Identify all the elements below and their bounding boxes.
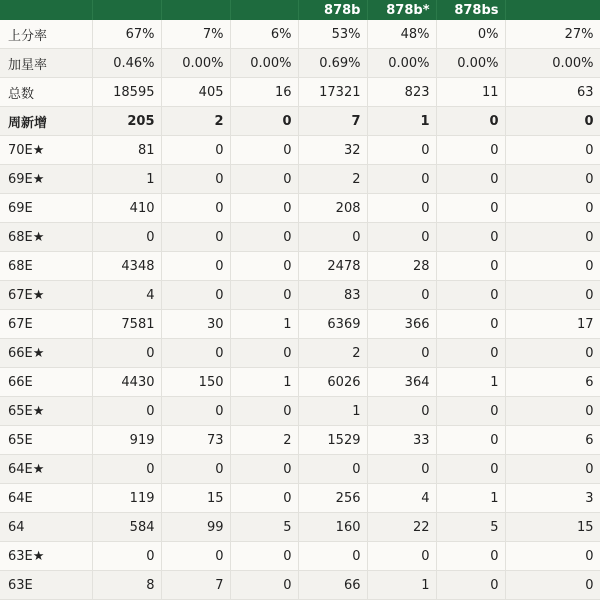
table-cell: 584	[92, 513, 161, 542]
column-header[interactable]: 878b	[298, 0, 367, 20]
table-cell: 1	[230, 310, 298, 339]
table-cell: 0	[92, 223, 161, 252]
table-cell: 6	[505, 368, 600, 397]
row-label: 64	[0, 513, 92, 542]
table-cell: 0	[505, 542, 600, 571]
table-cell: 0	[298, 455, 367, 484]
table-cell: 2	[230, 426, 298, 455]
table-cell: 17	[505, 310, 600, 339]
table-cell: 0	[505, 571, 600, 600]
table-cell: 0	[298, 223, 367, 252]
table-cell: 1	[367, 571, 436, 600]
table-cell: 0	[161, 339, 230, 368]
table-cell: 0	[367, 397, 436, 426]
table-cell: 66	[298, 571, 367, 600]
table-cell: 0	[505, 397, 600, 426]
table-cell: 0	[367, 165, 436, 194]
column-header[interactable]	[0, 0, 92, 20]
table-cell: 32	[298, 136, 367, 165]
table-row	[0, 513, 600, 542]
row-label: 64E★	[0, 455, 92, 484]
table-cell: 11	[436, 78, 505, 107]
row-label: 上分率	[0, 20, 92, 49]
table-cell: 0	[505, 223, 600, 252]
table-row	[0, 455, 600, 484]
table-cell: 0	[161, 194, 230, 223]
table-cell: 30	[161, 310, 230, 339]
table-cell: 0	[436, 310, 505, 339]
row-label: 加星率	[0, 49, 92, 78]
table-cell: 0	[436, 223, 505, 252]
table-cell: 99	[161, 513, 230, 542]
table-cell: 0	[230, 165, 298, 194]
table-cell: 0	[92, 397, 161, 426]
table-cell: 0.69%	[298, 49, 367, 78]
table-cell: 6369	[298, 310, 367, 339]
row-label: 67E★	[0, 281, 92, 310]
table-cell: 208	[298, 194, 367, 223]
table-row	[0, 484, 600, 513]
table-cell: 0	[367, 281, 436, 310]
table-cell: 0	[367, 223, 436, 252]
table-cell: 0	[230, 397, 298, 426]
table-cell: 2478	[298, 252, 367, 281]
table-cell: 0	[505, 194, 600, 223]
row-label: 65E	[0, 426, 92, 455]
row-label: 66E	[0, 368, 92, 397]
table-row	[0, 368, 600, 397]
table-cell: 16	[230, 78, 298, 107]
table-body	[0, 20, 600, 600]
table-cell: 0.46%	[92, 49, 161, 78]
table-cell: 83	[298, 281, 367, 310]
table-cell: 15	[505, 513, 600, 542]
table-cell: 0	[436, 426, 505, 455]
table-cell: 3	[505, 484, 600, 513]
table-cell: 0.00%	[161, 49, 230, 78]
table-row	[0, 397, 600, 426]
table-cell: 0.00%	[230, 49, 298, 78]
table-cell: 81	[92, 136, 161, 165]
table-cell: 0	[230, 107, 298, 136]
row-label: 68E★	[0, 223, 92, 252]
table-cell: 0.00%	[436, 49, 505, 78]
table-cell: 0	[436, 571, 505, 600]
table-cell: 0	[367, 194, 436, 223]
row-label: 69E	[0, 194, 92, 223]
table-cell: 7	[161, 571, 230, 600]
table-cell: 205	[92, 107, 161, 136]
header-row	[0, 0, 600, 20]
table-row	[0, 20, 600, 49]
row-label: 68E	[0, 252, 92, 281]
table-cell: 0	[436, 252, 505, 281]
table-cell: 5	[436, 513, 505, 542]
table-cell: 5	[230, 513, 298, 542]
table-cell: 48%	[367, 20, 436, 49]
table-cell: 119	[92, 484, 161, 513]
row-label: 66E★	[0, 339, 92, 368]
table-cell: 0	[436, 542, 505, 571]
row-label: 周新增	[0, 107, 92, 136]
table-cell: 6%	[230, 20, 298, 49]
table-row	[0, 223, 600, 252]
table-cell: 1	[367, 107, 436, 136]
table-cell: 0	[92, 542, 161, 571]
table-cell: 1	[436, 368, 505, 397]
table-cell: 0	[161, 252, 230, 281]
table-cell: 0	[436, 194, 505, 223]
table-cell: 0	[161, 165, 230, 194]
table-cell: 2	[161, 107, 230, 136]
table-cell: 0	[92, 339, 161, 368]
table-cell: 0	[367, 339, 436, 368]
table-cell: 1	[298, 397, 367, 426]
table-cell: 0	[230, 281, 298, 310]
table-cell: 8	[92, 571, 161, 600]
table-row	[0, 426, 600, 455]
table-cell: 0	[230, 484, 298, 513]
table-cell: 1529	[298, 426, 367, 455]
table-row	[0, 571, 600, 600]
table-cell: 4348	[92, 252, 161, 281]
table-row	[0, 107, 600, 136]
table-cell: 0	[436, 455, 505, 484]
table-cell: 0	[230, 136, 298, 165]
table-cell: 0	[505, 252, 600, 281]
table-row	[0, 136, 600, 165]
table-cell: 0	[92, 455, 161, 484]
table-cell: 0	[161, 281, 230, 310]
table-cell: 0%	[436, 20, 505, 49]
table-cell: 4430	[92, 368, 161, 397]
table-cell: 4	[92, 281, 161, 310]
table-cell: 0	[505, 107, 600, 136]
table-cell: 7	[298, 107, 367, 136]
table-cell: 0	[161, 455, 230, 484]
row-label: 67E	[0, 310, 92, 339]
table-cell: 73	[161, 426, 230, 455]
column-header[interactable]	[230, 0, 298, 20]
table-cell: 405	[161, 78, 230, 107]
column-header[interactable]	[161, 0, 230, 20]
table-cell: 0	[367, 455, 436, 484]
row-label: 65E★	[0, 397, 92, 426]
table-cell: 0	[505, 165, 600, 194]
table-cell: 0	[230, 252, 298, 281]
table-cell: 0	[436, 165, 505, 194]
table-cell: 0	[436, 397, 505, 426]
table-cell: 6026	[298, 368, 367, 397]
table-cell: 160	[298, 513, 367, 542]
table-cell: 0	[161, 542, 230, 571]
table-cell: 0	[436, 107, 505, 136]
row-label: 总数	[0, 78, 92, 107]
table-cell: 7581	[92, 310, 161, 339]
table-row	[0, 281, 600, 310]
table-cell: 27%	[505, 20, 600, 49]
table-cell: 0.00%	[505, 49, 600, 78]
table-cell: 67%	[92, 20, 161, 49]
column-header[interactable]: 878b*	[367, 0, 436, 20]
table-cell: 0	[505, 136, 600, 165]
table-cell: 17321	[298, 78, 367, 107]
table-row	[0, 252, 600, 281]
row-label: 63E★	[0, 542, 92, 571]
column-header[interactable]	[92, 0, 161, 20]
table-cell: 0	[298, 542, 367, 571]
table-cell: 6	[505, 426, 600, 455]
table-cell: 18595	[92, 78, 161, 107]
table-cell: 256	[298, 484, 367, 513]
table-cell: 63	[505, 78, 600, 107]
table-cell: 410	[92, 194, 161, 223]
table-row	[0, 310, 600, 339]
table-cell: 0	[505, 455, 600, 484]
table-cell: 0	[367, 542, 436, 571]
table-cell: 28	[367, 252, 436, 281]
table-cell: 0	[436, 136, 505, 165]
table-cell: 22	[367, 513, 436, 542]
table-row	[0, 49, 600, 78]
table-cell: 0	[161, 223, 230, 252]
table-cell: 33	[367, 426, 436, 455]
table-cell: 823	[367, 78, 436, 107]
table-cell: 0	[230, 194, 298, 223]
row-label: 64E	[0, 484, 92, 513]
table-cell: 7%	[161, 20, 230, 49]
table-row	[0, 194, 600, 223]
table-cell: 4	[367, 484, 436, 513]
table-cell: 0	[367, 136, 436, 165]
table-cell: 15	[161, 484, 230, 513]
table-cell: 0.00%	[367, 49, 436, 78]
table-cell: 0	[230, 223, 298, 252]
column-header[interactable]: 878bs	[436, 0, 505, 20]
table-cell: 1	[436, 484, 505, 513]
table-row	[0, 542, 600, 571]
table-cell: 150	[161, 368, 230, 397]
table-cell: 0	[505, 281, 600, 310]
table-cell: 2	[298, 165, 367, 194]
table-cell: 919	[92, 426, 161, 455]
table-cell: 53%	[298, 20, 367, 49]
table-row	[0, 78, 600, 107]
table-cell: 2	[298, 339, 367, 368]
table-cell: 364	[367, 368, 436, 397]
table-cell: 0	[161, 397, 230, 426]
table-cell: 0	[230, 542, 298, 571]
table-cell: 1	[230, 368, 298, 397]
table-cell: 0	[436, 339, 505, 368]
table-cell: 0	[230, 339, 298, 368]
table-cell: 0	[505, 339, 600, 368]
table-cell: 366	[367, 310, 436, 339]
row-label: 70E★	[0, 136, 92, 165]
table-cell: 0	[230, 455, 298, 484]
table-cell: 1	[92, 165, 161, 194]
table-row	[0, 165, 600, 194]
table-cell: 0	[436, 281, 505, 310]
table-cell: 0	[161, 136, 230, 165]
table-cell: 0	[230, 571, 298, 600]
table-row	[0, 339, 600, 368]
column-header[interactable]	[505, 0, 600, 20]
row-label: 69E★	[0, 165, 92, 194]
row-label: 63E	[0, 571, 92, 600]
table-header	[0, 0, 600, 20]
